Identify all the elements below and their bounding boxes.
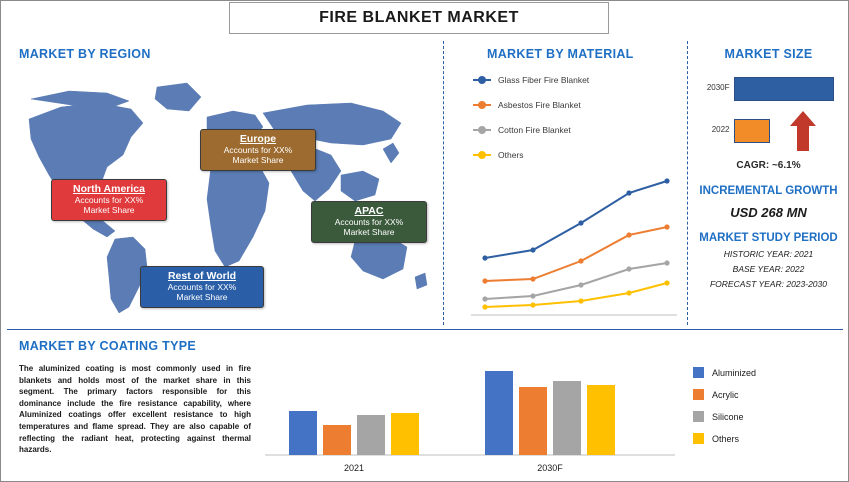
legend-item — [693, 367, 756, 378]
coating-section-heading: MARKET BY COATING TYPE — [19, 339, 196, 353]
historic-year: HISTORIC YEAR: 2021 — [723, 249, 814, 259]
market-size-panel — [689, 37, 848, 325]
legend-swatch-acrylic — [693, 389, 704, 400]
market-by-coating-type-panel — [3, 331, 848, 481]
title-banner — [229, 2, 609, 34]
legend-item — [473, 75, 589, 85]
market-by-region-panel — [3, 37, 441, 325]
base-year: BASE YEAR: 2022 — [732, 264, 805, 274]
coating-description: The aluminized coating is most commonly used in fire blankets and holds most of the market share in this segment. The primary factors responsible for this dominance include the fire resistance capability, where Aluminized coatings offer excellent resistance to high temperatures and flame spread. They are also capable of reflecting the radiant heat, protecting against thermal hazards. — [19, 364, 251, 455]
legend-label: Acrylic — [712, 389, 739, 400]
legend-label: Asbestos Fire Blanket — [498, 100, 581, 110]
callout-line1: Accounts for XX% — [334, 217, 404, 228]
market-size-heading: MARKET SIZE — [724, 47, 813, 61]
legend-swatch-aluminized — [693, 367, 704, 378]
legend-item — [693, 411, 756, 422]
legend-swatch-asbestos — [473, 104, 491, 106]
legend-swatch-silicone — [693, 411, 704, 422]
callout-rest-of-world — [140, 266, 264, 308]
callout-apac — [311, 201, 427, 243]
market-study-period-heading: MARKET STUDY PERIOD — [699, 232, 838, 244]
legend-label: Cotton Fire Blanket — [498, 125, 571, 135]
divider-horizontal — [7, 329, 843, 330]
coating-bar-chart — [265, 355, 675, 477]
legend-item — [473, 100, 589, 110]
callout-line1: Accounts for XX% — [167, 282, 237, 293]
callout-line2: Market Share — [343, 226, 395, 237]
market-by-material-panel — [445, 37, 685, 325]
legend-item — [693, 433, 756, 444]
material-section-heading: MARKET BY MATERIAL — [487, 47, 634, 61]
callout-north-america — [51, 179, 167, 221]
incremental-growth-heading: INCREMENTAL GROWTH — [699, 185, 838, 197]
size-category-2030: 2030F — [706, 83, 730, 92]
callout-line1: Accounts for XX% — [74, 195, 144, 206]
svg-text:2030F: 2030F — [537, 463, 563, 473]
size-bar-2030 — [734, 77, 834, 101]
legend-label: Others — [498, 150, 524, 160]
legend-label: Others — [712, 433, 740, 444]
size-category-2022: 2022 — [711, 125, 730, 134]
legend-swatch-others — [693, 433, 704, 444]
callout-line2: Market Share — [176, 291, 228, 302]
callout-title: Rest of World — [167, 270, 237, 282]
legend-item — [693, 389, 756, 400]
market-size-bar-chart — [694, 73, 844, 155]
forecast-year: FORECAST YEAR: 2023-2030 — [709, 279, 827, 289]
callout-line2: Market Share — [83, 204, 135, 215]
legend-label: Aluminized — [712, 367, 757, 378]
material-line-chart — [465, 155, 681, 323]
legend-swatch-cotton — [473, 129, 491, 131]
legend-label: Glass Fiber Fire Blanket — [498, 75, 590, 85]
callout-europe — [200, 129, 316, 171]
svg-text:2021: 2021 — [343, 463, 365, 473]
legend-swatch-glass-fiber — [473, 79, 491, 81]
page-title: FIRE BLANKET MARKET — [319, 9, 519, 26]
divider-vertical-2 — [687, 41, 688, 325]
size-bar-2022 — [734, 119, 770, 143]
callout-title: North America — [73, 183, 145, 195]
incremental-growth-value: USD 268 MN — [730, 205, 807, 220]
callout-line2: Market Share — [232, 154, 284, 165]
coating-legend — [693, 367, 756, 455]
legend-label: Silicone — [712, 411, 744, 422]
divider-vertical-1 — [443, 41, 444, 325]
growth-arrow-icon — [790, 111, 816, 151]
cagr-label: CAGR: ~6.1% — [736, 160, 801, 171]
callout-line1: Accounts for XX% — [223, 145, 293, 156]
callout-title: Europe — [239, 133, 277, 145]
callout-title: APAC — [354, 205, 384, 217]
region-section-heading: MARKET BY REGION — [19, 47, 151, 61]
legend-item — [473, 125, 589, 135]
